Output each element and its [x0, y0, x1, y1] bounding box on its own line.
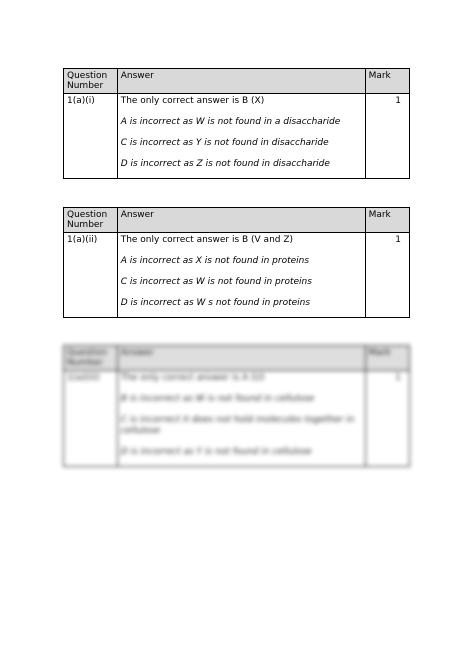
question-number: 1(a)(ii)	[64, 233, 118, 318]
reason-item: A is incorrect as W is not found in a disaccharide	[120, 117, 341, 127]
mark-header: Mark	[365, 346, 409, 371]
answer-main: The only correct answer is A (U)	[120, 373, 265, 383]
answer-header: Answer	[117, 346, 365, 371]
table-row	[64, 371, 410, 467]
mark-scheme-table-1a-ii	[63, 207, 410, 318]
answer-header: Answer	[117, 208, 365, 233]
answer-cell	[117, 233, 365, 318]
mark-value: 1	[365, 233, 409, 318]
question-number-header: Question Number	[64, 69, 118, 94]
reason-item: D is incorrect as Y is not found in cellulose	[120, 447, 312, 457]
reason-item: D is incorrect as Z is not found in disaccharide	[120, 159, 330, 169]
mark-header: Mark	[365, 208, 409, 233]
question-number: 1(a)(iii)	[64, 371, 118, 467]
mark-value: 1	[365, 371, 409, 467]
mark-header: Mark	[365, 69, 409, 94]
question-number: 1(a)(i)	[64, 94, 118, 179]
answer-cell	[117, 94, 365, 179]
reason-item: B is incorrect as W is not found in cellulose	[120, 394, 315, 404]
mark-value: 1	[365, 94, 409, 179]
mark-scheme-table-1a-i	[63, 68, 410, 179]
reason-item: D is incorrect as W s not found in proteins	[120, 298, 311, 308]
reason-item: C is incorrect as Y is not found in disaccharide	[120, 138, 329, 148]
answer-main: The only correct answer is B (V and Z)	[120, 235, 294, 245]
mark-scheme-table-1a-iii-blurred	[63, 345, 410, 467]
answer-main: The only correct answer is B (X)	[120, 96, 265, 106]
table-header-row	[64, 208, 410, 233]
answer-cell	[117, 371, 365, 467]
reason-item: A is incorrect as X is not found in proteins	[120, 256, 310, 266]
reason-item: C is incorrect it does not hold molecules together in cellulose	[120, 415, 355, 436]
question-number-header: Question Number	[64, 208, 118, 233]
reason-item: C is incorrect as W is not found in proteins	[120, 277, 312, 287]
table-header-row	[64, 346, 410, 371]
table-row	[64, 233, 410, 318]
question-number-header: Question Number	[64, 346, 118, 371]
table-row	[64, 94, 410, 179]
answer-header: Answer	[117, 69, 365, 94]
table-header-row	[64, 69, 410, 94]
